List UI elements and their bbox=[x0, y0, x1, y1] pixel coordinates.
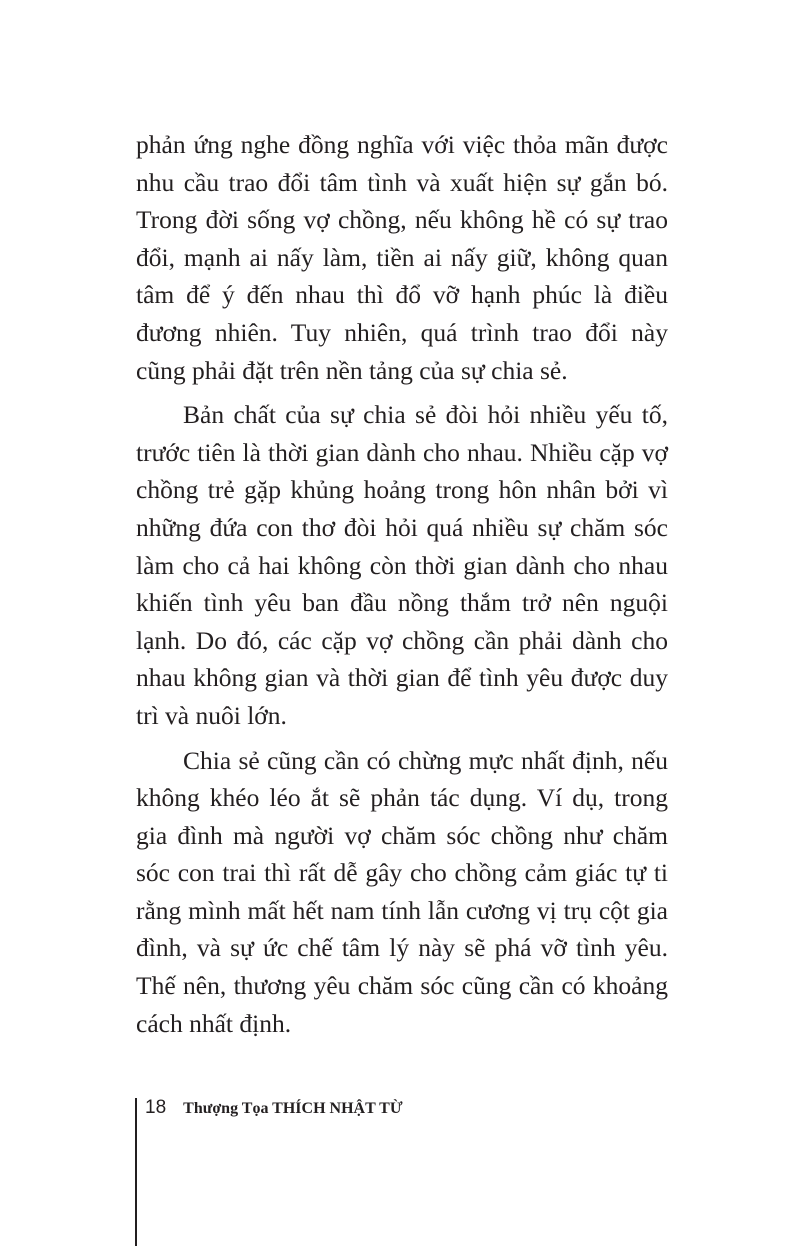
author-running-head: Thượng Tọa THÍCH NHẬT TỪ bbox=[183, 1100, 403, 1117]
page-footer bbox=[145, 1097, 403, 1125]
page-number: 18 bbox=[145, 1097, 167, 1118]
paragraph-3: Chia sẻ cũng cần có chừng mực nhất định, nếu không khéo léo ắt sẽ phản tác dụng. Ví dụ, trong gia đình mà người vợ chăm sóc chồng như chăm sóc con trai thì rất dễ gây cho chồng cảm giác tự ti rằng mình mất hết nam tính lẫn cương vị trụ cột gia đình, và sự ức chế tâm lý này sẽ phá vỡ tình yêu. Thế nên, thương yêu chăm sóc cũng cần có khoảng cách nhất định. bbox=[136, 745, 668, 1038]
body-text bbox=[136, 126, 668, 1042]
paragraph-2: Bản chất của sự chia sẻ đòi hỏi nhiều yếu tố, trước tiên là thời gian dành cho nhau. Nhiều cặp vợ chồng trẻ gặp khủng hoảng trong hôn nhân bởi vì những đứa con thơ đòi hỏi quá nhiều sự chăm sóc làm cho cả hai không còn thời gian dành cho nhau khiến tình yêu ban đầu nồng thắm trở nên nguội lạnh. Do đó, các cặp vợ chồng cần phải dành cho nhau không gian và thời gian để tình yêu được duy trì và nuôi lớn. bbox=[136, 400, 668, 730]
paragraph-1: phản ứng nghe đồng nghĩa với việc thỏa mãn được nhu cầu trao đổi tâm tình và xuất hiện sự gắn bó. Trong đời sống vợ chồng, nếu không hề có sự trao đổi, mạnh ai nấy làm, tiền ai nấy giữ, không quan tâm để ý đến nhau thì đổ vỡ hạnh phúc là điều đương nhiên. Tuy nhiên, quá trình trao đổi này cũng phải đặt trên nền tảng của sự chia sẻ. bbox=[136, 130, 668, 385]
footer-vertical-rule bbox=[135, 1098, 137, 1246]
